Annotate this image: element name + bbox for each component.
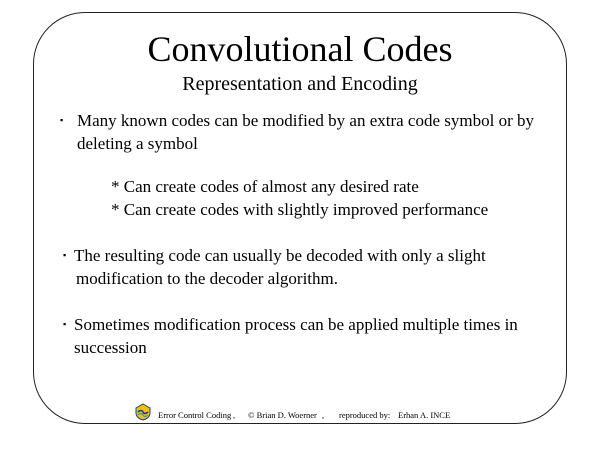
sub-point-2: * Can create codes with slightly improved performance [111,200,489,219]
footer-separator: , [233,410,236,420]
bullet-3-line-2: succession [74,338,147,357]
bullet-3-line-1: Sometimes modification process can be applied multiple times in [74,315,518,334]
footer-reproduced-label: reproduced by: [339,410,391,420]
bullet-item-3 [74,313,544,359]
bullet-1-line-1: Many known codes can be modified by an extra code symbol or by [77,111,534,130]
slide-subtitle: Representation and Encoding [182,73,418,95]
sub-point-1: * Can create codes of almost any desired rate [111,177,419,196]
footer-author: © Brian D. Woerner [248,410,317,420]
bullet-marker: ▪ [63,319,67,329]
bullet-marker: ▪ [60,115,64,125]
bullet-2-line-1: The resulting code can usually be decoded with only a slight [74,246,486,265]
bullet-marker: ▪ [63,250,67,260]
bullet-item-1 [77,109,547,155]
bullet-2-line-2: modification to the decoder algorithm. [76,269,339,288]
footer-course: Error Control Coding [158,410,232,420]
bullet-item-2 [74,244,544,290]
slide-title: Convolutional Codes [147,29,453,69]
bullet-1-line-2: deleting a symbol [77,134,198,153]
slide-footer [0,405,600,425]
footer-reproducer: Erhan A. INCE [398,410,451,420]
footer-separator: , [322,410,325,420]
